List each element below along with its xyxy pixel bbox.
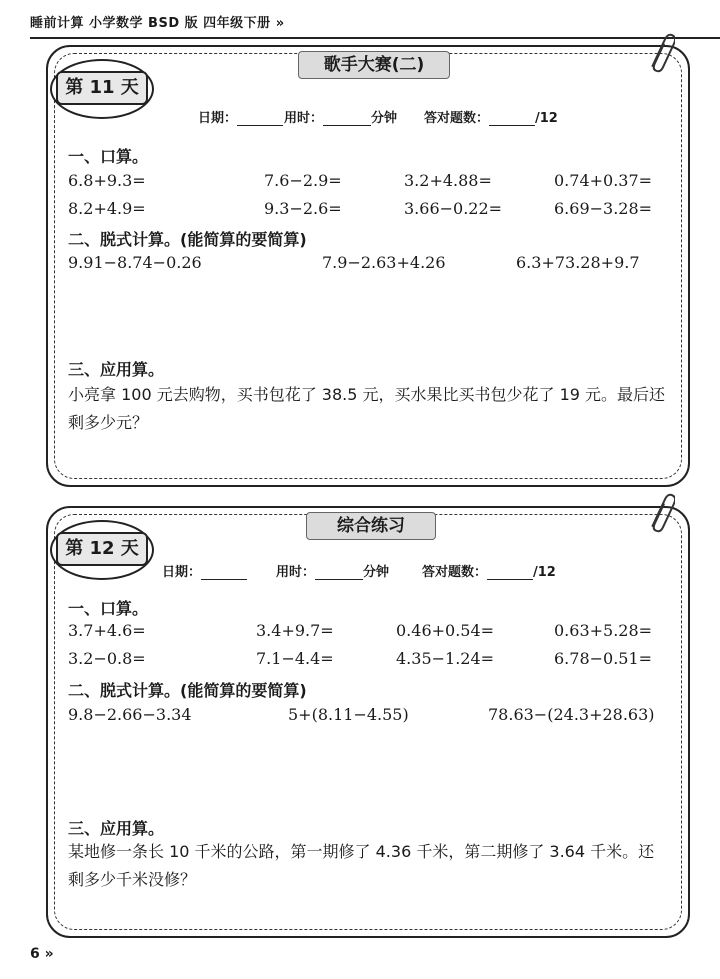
time-field xyxy=(284,107,397,126)
paper-clip-icon xyxy=(651,30,675,76)
oral-problem: 6.78−0.51= xyxy=(554,649,653,668)
day-label: 第 12 天 xyxy=(56,532,148,566)
written-problem: 9.8−2.66−3.34 xyxy=(68,705,192,724)
score-field xyxy=(424,107,558,126)
paper-clip-icon xyxy=(651,490,675,536)
worksheet-card-day-11 xyxy=(46,45,690,487)
written-problem: 6.3+73.28+9.7 xyxy=(516,253,640,272)
oral-problem: 4.35−1.24= xyxy=(396,649,495,668)
section-oral-heading: 一、口算。 xyxy=(68,147,149,166)
section-oral-heading: 一、口算。 xyxy=(68,599,149,618)
book-title: 睡前计算 小学数学 BSD 版 四年级下册 » xyxy=(30,16,285,31)
day-badge xyxy=(56,71,144,103)
score-blank xyxy=(489,110,535,126)
oral-problem: 0.74+0.37= xyxy=(554,171,653,190)
section-word-heading: 三、应用算。 xyxy=(68,360,165,379)
score-label: 答对题数： xyxy=(422,565,488,580)
minutes-label: 分钟 xyxy=(363,565,390,580)
minutes-label: 分钟 xyxy=(371,111,398,126)
date-label: 日期： xyxy=(162,565,202,580)
word-problem-text: 某地修一条长 10 千米的公路，第一期修了 4.36 千米，第二期修了 3.64 千米。还剩多少千米没修？ xyxy=(68,842,655,889)
word-problem-text: 小亮拿 100 元去购物，买书包花了 38.5 元，买水果比买书包少花了 19 元。最后还剩多少元？ xyxy=(68,385,666,432)
day-label: 第 11 天 xyxy=(56,71,148,105)
written-problem: 5+(8.11−4.55) xyxy=(288,705,409,724)
oral-problem: 9.3−2.6= xyxy=(264,199,342,218)
page-header xyxy=(30,8,720,34)
oral-problem: 3.2−0.8= xyxy=(68,649,146,668)
oral-problem: 8.2+4.9= xyxy=(68,199,146,218)
date-blank xyxy=(201,564,247,580)
oral-problem: 7.6−2.9= xyxy=(264,171,342,190)
time-blank xyxy=(323,110,371,126)
oral-problem: 0.63+5.28= xyxy=(554,621,653,640)
oral-problem: 6.69−3.28= xyxy=(554,199,653,218)
score-total: /12 xyxy=(533,565,556,580)
written-problem: 9.91−8.74−0.26 xyxy=(68,253,202,272)
oral-problem: 6.8+9.3= xyxy=(68,171,146,190)
date-field xyxy=(198,107,283,126)
oral-problem: 3.66−0.22= xyxy=(404,199,503,218)
worksheet-card-day-12 xyxy=(46,506,690,938)
score-blank xyxy=(487,564,533,580)
score-total: /12 xyxy=(535,111,558,126)
written-problem: 7.9−2.63+4.26 xyxy=(322,253,446,272)
section-word-heading: 三、应用算。 xyxy=(68,819,165,838)
day-badge xyxy=(56,532,144,564)
oral-problem: 7.1−4.4= xyxy=(256,649,334,668)
time-field xyxy=(276,561,389,580)
date-field xyxy=(162,561,247,580)
section-written-heading: 二、脱式计算。(能简算的要简算) xyxy=(68,230,307,249)
card-title: 歌手大赛(二) xyxy=(298,51,450,79)
oral-problem: 3.2+4.88= xyxy=(404,171,492,190)
oral-problem: 0.46+0.54= xyxy=(396,621,495,640)
time-label: 用时： xyxy=(284,111,324,126)
time-blank xyxy=(315,564,363,580)
score-field xyxy=(422,561,556,580)
time-label: 用时： xyxy=(276,565,316,580)
header-rule xyxy=(30,37,720,39)
section-written-heading: 二、脱式计算。(能简算的要简算) xyxy=(68,681,307,700)
oral-problem: 3.7+4.6= xyxy=(68,621,146,640)
oral-problem: 3.4+9.7= xyxy=(256,621,334,640)
written-problem: 78.63−(24.3+28.63) xyxy=(488,705,655,724)
score-label: 答对题数： xyxy=(424,111,490,126)
date-blank xyxy=(237,110,283,126)
card-title: 综合练习 xyxy=(306,512,436,540)
page-number: 6 » xyxy=(30,946,54,962)
date-label: 日期： xyxy=(198,111,238,126)
